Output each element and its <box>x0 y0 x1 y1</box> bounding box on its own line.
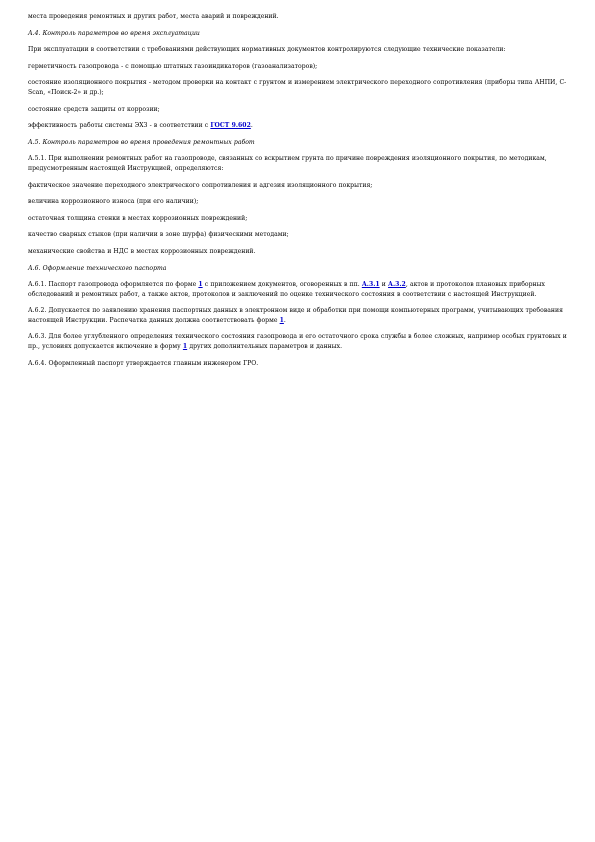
ehz-end: . <box>250 122 253 130</box>
a61-text-2: с приложением документов, оговоренных в пп. <box>202 281 362 289</box>
paragraph-mechanical: механические свойства и НДС в местах коррозионных повреждений. <box>28 247 256 255</box>
a62-text-2: . <box>283 316 286 324</box>
paragraph-a4-intro: При эксплуатации в соответствии с требованиями действующих нормативных документов контролируются следующие технические показатели: <box>28 46 506 54</box>
paragraph-hermetic: герметичность газопровода - с помощью штатных газоиндикаторов (газоанализаторов); <box>28 62 318 70</box>
form-1-link-3[interactable]: 1 <box>182 343 188 351</box>
a61-text-3: и <box>379 281 389 289</box>
paragraph-wall-thickness: остаточная толщина стенки в местах коррозионных повреждений; <box>28 214 248 222</box>
paragraph-corrosion-wear: величина коррозионного износа (при его наличии); <box>28 198 199 206</box>
paragraph-a6-4: А.6.4. Оформленный паспорт утверждается главным инженером ГРО. <box>28 359 259 367</box>
a63-text-1: А.6.3. Для более углубленного определения технического состояния газопровода и его остаточного срока службы в более сложных, например особых грунтовых и пр., условиях допускается включение в форму <box>28 333 567 351</box>
a32-link[interactable]: А.3.2 <box>388 281 406 289</box>
form-1-link-2[interactable]: 1 <box>279 316 284 324</box>
paragraph-corrosion-protection: состояние средств защиты от коррозии; <box>28 105 160 113</box>
form-1-link[interactable]: 1 <box>198 281 203 289</box>
paragraph-coating: состояние изоляционного покрытия - методом проверки на контакт с грунтом и измерением электрического переходного сопротивления (приборы типа АНПИ, C-Scan, «Поиск-2» и др.); <box>28 79 567 96</box>
a61-text-4: , актов и протоколов плановых приборных обследований и ремонтных работ, а также актов, протоколов и заключений по оценке технического состояния в соответствии с настоящей Инструкцией. <box>28 281 545 298</box>
paragraph-welds: качество сварных стыков (при наличии в зоне шурфа) физическими методами; <box>28 231 289 239</box>
heading-a6: А.6. Оформление технического паспорта <box>28 264 167 272</box>
paragraph-ehz <box>28 121 568 131</box>
ehz-text: эффективность работы системы ЭХЗ - в соответствии с <box>28 122 211 130</box>
paragraph-a6-3 <box>28 332 568 351</box>
paragraph-a6-2 <box>28 306 568 325</box>
paragraph-a5-1: А.5.1. При выполнении ремонтных работ на газопроводе, связанных со вскрытием грунта по причине повреждения изоляционного покрытия, по методикам, предусмотренным настоящей Инструкцией, определяются: <box>28 155 547 172</box>
a61-text-1: А.6.1. Паспорт газопровода оформляется по форме <box>28 281 199 289</box>
paragraph-transient-resistance: фактическое значение переходного электрического сопротивления и адгезия изоляционного покрытия; <box>28 181 373 189</box>
a62-text-1: А.6.2. Допускается по заявлению хранения паспортных данных в электронном виде и обработки при помощи компьютерных программ, учитывающих требования настоящей Инструкции. Распечатка данных должна соответствовать форме <box>28 307 563 324</box>
a31-link[interactable]: А.3.1 <box>361 281 380 289</box>
gost-link[interactable]: ГОСТ 9.602 <box>210 122 251 130</box>
heading-a4: А.4. Контроль параметров во время эксплуатации <box>28 29 200 37</box>
paragraph-places: места проведения ремонтных и других работ, места аварий и повреждений. <box>28 13 279 20</box>
paragraph-a6-1 <box>28 280 568 299</box>
document-page <box>28 12 568 368</box>
a63-text-2: других дополнительных параметров и данных. <box>187 343 343 351</box>
heading-a5: А.5. Контроль параметров во время проведения ремонтных работ <box>28 138 255 146</box>
